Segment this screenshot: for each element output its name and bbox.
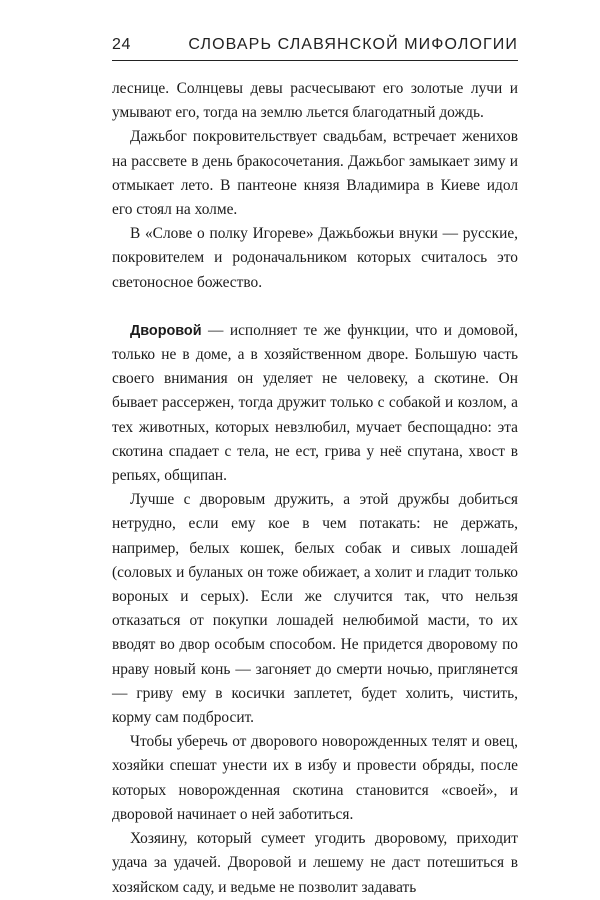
running-title: СЛОВАРЬ СЛАВЯНСКОЙ МИФОЛОГИИ bbox=[188, 36, 518, 53]
paragraph: В «Слове о полку Игореве» Дажьбожьи внуки — русские, покровителем и родоначальником которых считалось это светоносное божество. bbox=[112, 225, 518, 291]
paragraph: Дажьбог покровительствует свадьбам, встречает женихов на рассвете в день бракосочетания. Дажьбог замыкает зиму и отмыкает лето. В пантеоне князя Владимира в Киеве идол его стоял на холме. bbox=[112, 128, 518, 219]
entry-term: Дворовой bbox=[130, 322, 202, 339]
paragraph: Лучше с дворовым дружить, а этой дружбы добиться нетрудно, если ему кое в чем потакать: не держать, например, белых кошек, белых собак и сивых лошадей (соловых и буланых он тоже обижает, а холит и гладит только вороных и серых). Если же случится так, что нельзя отказаться от покупки лошадей нелюбимой масти, то их вводят во двор особым способом. Не придется дворовому по нраву новый конь — загоняет до смерти ночью, приглянется — гриву ему в косички заплетет, будет холить, чистить, корму сам подбросит. bbox=[112, 491, 518, 727]
page-number: 24 bbox=[112, 36, 131, 53]
entry-dvorovoy-first-paragraph bbox=[112, 319, 518, 488]
body-text bbox=[112, 77, 518, 900]
entry-definition: — исполняет те же функции, что и домовой, только не в доме, а в хозяйственном дворе. Большую часть своего внимания он уделяет не человеку, а скотине. Он бывает рассержен, тогда дружит только с собакой и козлом, а тех животных, которых невзлюбил, мучает беспощадно: эта скотина спадает с тела, не ест, грива у неё спутана, хвост в репьях, общипан. bbox=[112, 321, 518, 485]
running-header bbox=[112, 0, 518, 61]
paragraph: леснице. Солнцевы девы расчесывают его золотые лучи и умывают его, тогда на землю льется благодатный дождь. bbox=[112, 80, 518, 122]
paragraph: Хозяину, который сумеет угодить дворовому, приходит удача за удачей. Дворовой и лешему не даст потешиться в хозяйском саду, и ведьме не позволит задавать bbox=[112, 830, 518, 896]
paragraph: Чтобы уберечь от дворового новорожденных телят и овец, хозяйки спешат унести их в избу и провести обряды, после которых новорожденная скотина становится «своей», и дворовой начинает о ней заботиться. bbox=[112, 733, 518, 823]
